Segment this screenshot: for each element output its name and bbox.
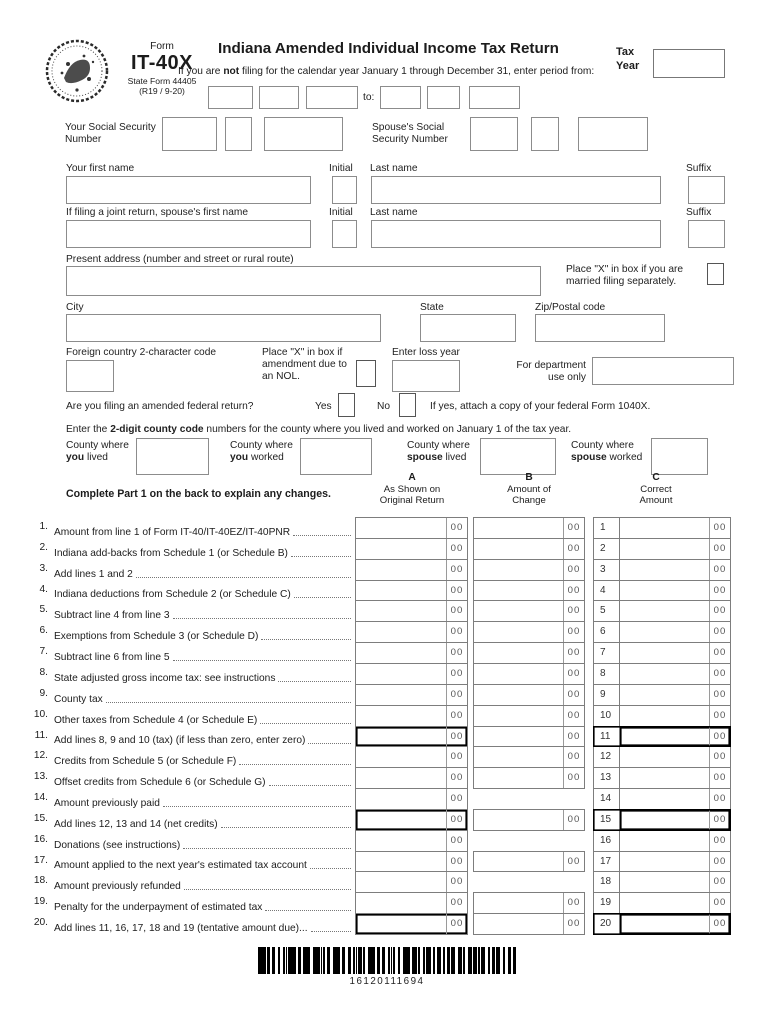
period-from-year-input[interactable]: [306, 86, 358, 109]
cents-value: 00: [563, 893, 584, 913]
your-ssn-label: Your Social Security Number: [65, 122, 156, 146]
line-3-col-b-amount[interactable]: [473, 559, 585, 581]
period-to-month-input[interactable]: [380, 86, 421, 109]
zip-label: Zip/Postal code: [535, 302, 606, 313]
cents-value: 00: [709, 581, 730, 600]
line-label: County tax: [54, 684, 352, 706]
line-label: Penalty for the underpayment of estimated tax: [54, 892, 352, 914]
line-9-col-c-amount[interactable]: [619, 684, 731, 706]
line-label: Credits from Schedule 5 (or Schedule F): [54, 746, 352, 768]
line-13-c-number: 13: [593, 767, 620, 789]
line-1-c-number: 1: [593, 517, 620, 539]
line-11-col-a-amount[interactable]: [355, 726, 468, 747]
line-10-col-a-amount[interactable]: [355, 705, 468, 727]
line-18-col-c-amount[interactable]: [619, 871, 731, 893]
line-5-col-a-amount[interactable]: [355, 600, 468, 622]
line-4-c-number: 4: [593, 580, 620, 601]
line-label: Amount previously paid: [54, 788, 352, 810]
line-7-col-a-amount[interactable]: [355, 642, 468, 664]
nol-note: Place "X" in box if amendment due to an NOL.: [262, 347, 347, 383]
yes-label: Yes: [315, 401, 332, 412]
last-name-input[interactable]: [371, 176, 661, 204]
line-17-col-a-amount[interactable]: [355, 851, 468, 872]
line-13-col-b-amount[interactable]: [473, 767, 585, 789]
line-19-col-a-amount[interactable]: [355, 892, 468, 914]
cents-value: 00: [446, 706, 467, 726]
department-use-input[interactable]: [592, 357, 734, 385]
column-c-header: C Correct Amount: [639, 472, 673, 507]
cents-value: 00: [709, 872, 730, 892]
cents-value: 00: [446, 601, 467, 621]
cents-value: 00: [446, 810, 467, 830]
line-number: 9.: [39, 688, 48, 699]
foreign-country-input[interactable]: [66, 360, 114, 392]
federal-note: If yes, attach a copy of your federal Form 1040X.: [430, 401, 651, 412]
line-number: 7.: [39, 646, 48, 657]
line-label: Indiana add-backs from Schedule 1 (or Schedule B): [54, 538, 352, 560]
cents-value: 00: [709, 685, 730, 705]
first-name-input[interactable]: [66, 176, 311, 204]
line-number: 16.: [33, 834, 48, 845]
line-number: 2.: [39, 542, 48, 553]
cents-value: 00: [709, 727, 730, 746]
line-label: Indiana deductions from Schedule 2 (or Schedule C): [54, 580, 352, 601]
period-instruction: If you are not filing for the calendar year January 1 through December 31, enter period from:: [178, 66, 595, 77]
line-6-col-b-amount[interactable]: [473, 621, 585, 643]
line-label: Subtract line 6 from line 5: [54, 642, 352, 664]
cents-value: 00: [709, 852, 730, 871]
line-number: 1.: [39, 521, 48, 532]
address-label: Present address (number and street or rural route): [66, 254, 294, 265]
line-8-col-a-amount[interactable]: [355, 663, 468, 685]
form-word: Form: [150, 41, 174, 52]
cents-value: 00: [446, 643, 467, 663]
line-10-c-number: 10: [593, 705, 620, 727]
line-12-col-b-amount[interactable]: [473, 746, 585, 768]
line-12-c-number: 12: [593, 746, 620, 768]
zip-input[interactable]: [535, 314, 665, 342]
to-label: to:: [363, 92, 375, 103]
cents-value: 00: [563, 914, 584, 934]
no-label: No: [377, 401, 391, 412]
cents-value: 00: [563, 622, 584, 642]
line-16-col-c-amount[interactable]: [619, 830, 731, 852]
cents-value: 00: [563, 706, 584, 726]
line-9-c-number: 9: [593, 684, 620, 706]
line-number: 12.: [33, 750, 48, 761]
state-label: State: [420, 302, 444, 313]
line-number: 14.: [33, 792, 48, 803]
line-6-c-number: 6: [593, 621, 620, 643]
line-19-col-c-amount[interactable]: [619, 892, 731, 914]
county-lived-label: County where you lived: [66, 440, 129, 464]
line-3-col-a-amount[interactable]: [355, 559, 468, 581]
line-11-c-number: 11: [593, 726, 620, 747]
line-4-col-a-amount[interactable]: [355, 580, 468, 601]
last-name-label: Last name: [370, 163, 418, 174]
line-20-col-a-amount[interactable]: [355, 913, 468, 935]
cents-value: 00: [446, 872, 467, 892]
county-spouse-worked-label: County where spouse worked: [571, 440, 643, 464]
spouse-last-name-input[interactable]: [371, 220, 661, 248]
cents-value: 00: [709, 664, 730, 684]
cents-value: 00: [563, 539, 584, 559]
line-number: 8.: [39, 667, 48, 678]
line-14-col-c-amount[interactable]: [619, 788, 731, 810]
foreign-country-label: Foreign country 2-character code: [66, 347, 217, 358]
county-spouse-lived-input[interactable]: [480, 438, 556, 475]
line-19-c-number: 19: [593, 892, 620, 914]
line-5-col-c-amount[interactable]: [619, 600, 731, 622]
line-7-col-b-amount[interactable]: [473, 642, 585, 664]
cents-value: 00: [709, 810, 730, 830]
line-2-col-c-amount[interactable]: [619, 538, 731, 560]
line-6-col-a-amount[interactable]: [355, 621, 468, 643]
form-revision: (R19 / 9-20): [139, 86, 185, 97]
address-input[interactable]: [66, 266, 541, 296]
line-label: Offset credits from Schedule 6 (or Schedule G): [54, 767, 352, 789]
state-form-number: State Form 44405: [127, 76, 197, 87]
line-16-c-number: 16: [593, 830, 620, 852]
line-11-col-c-amount[interactable]: [619, 726, 731, 747]
line-19-col-b-amount[interactable]: [473, 892, 585, 914]
line-label: Add lines 1 and 2: [54, 559, 352, 581]
your-ssn-part3-input[interactable]: [264, 117, 343, 151]
line-8-col-b-amount[interactable]: [473, 663, 585, 685]
line-18-col-a-amount[interactable]: [355, 871, 468, 893]
line-number: 4.: [39, 584, 48, 595]
federal-yes-checkbox[interactable]: [338, 393, 355, 417]
cents-value: 00: [563, 810, 584, 830]
line-20-c-number: 20: [593, 913, 620, 935]
line-label: Add lines 12, 13 and 14 (net credits): [54, 809, 352, 831]
federal-no-checkbox[interactable]: [399, 393, 416, 417]
line-7-c-number: 7: [593, 642, 620, 664]
county-spouse-lived-label: County where spouse lived: [407, 440, 470, 464]
line-5-c-number: 5: [593, 600, 620, 622]
cents-value: 00: [709, 831, 730, 851]
page-title: Indiana Amended Individual Income Tax Return: [218, 40, 559, 57]
cents-value: 00: [709, 768, 730, 788]
state-input[interactable]: [420, 314, 516, 342]
cents-value: 00: [446, 685, 467, 705]
line-6-col-c-amount[interactable]: [619, 621, 731, 643]
cents-value: 00: [563, 643, 584, 663]
cents-value: 00: [563, 581, 584, 600]
department-use-label: For department use only: [516, 360, 586, 384]
line-20-col-b-amount[interactable]: [473, 913, 585, 935]
your-ssn-part2-input[interactable]: [225, 117, 252, 151]
line-8-c-number: 8: [593, 663, 620, 685]
cents-value: 00: [446, 789, 467, 809]
cents-value: 00: [563, 727, 584, 746]
spouse-ssn-part3-input[interactable]: [578, 117, 648, 151]
column-b-header: B Amount of Change: [507, 472, 551, 507]
line-label: Amount from line 1 of Form IT-40/IT-40EZ/IT-40PNR: [54, 517, 352, 539]
cents-value: 00: [709, 643, 730, 663]
line-16-col-a-amount[interactable]: [355, 830, 468, 852]
line-12-col-c-amount[interactable]: [619, 746, 731, 768]
spouse-ssn-part1-input[interactable]: [470, 117, 518, 151]
line-number: 19.: [33, 896, 48, 907]
cents-value: 00: [446, 518, 467, 538]
line-9-col-b-amount[interactable]: [473, 684, 585, 706]
line-label: Other taxes from Schedule 4 (or Schedule E): [54, 705, 352, 727]
line-10-col-b-amount[interactable]: [473, 705, 585, 727]
suffix-label: Suffix: [686, 207, 712, 218]
cents-value: 00: [446, 664, 467, 684]
line-20-col-c-amount[interactable]: [619, 913, 731, 935]
line-9-col-a-amount[interactable]: [355, 684, 468, 706]
line-number: 17.: [33, 855, 48, 866]
tax-year-input[interactable]: [653, 49, 725, 78]
cents-value: 00: [709, 893, 730, 913]
column-a-header: A As Shown on Original Return: [379, 472, 445, 507]
spouse-ssn-label: Spouse's Social Security Number: [372, 122, 448, 146]
line-number: 3.: [39, 563, 48, 574]
cents-value: 00: [563, 560, 584, 580]
cents-value: 00: [446, 727, 467, 746]
line-10-col-c-amount[interactable]: [619, 705, 731, 727]
line-15-col-a-amount[interactable]: [355, 809, 468, 831]
line-2-col-b-amount[interactable]: [473, 538, 585, 560]
last-name-label: Last name: [370, 207, 418, 218]
period-from-day-input[interactable]: [259, 86, 299, 109]
line-label: Donations (see instructions): [54, 830, 352, 852]
cents-value: 00: [446, 747, 467, 767]
cents-value: 00: [709, 706, 730, 726]
federal-question: Are you filing an amended federal return?: [66, 401, 254, 412]
line-5-col-b-amount[interactable]: [473, 600, 585, 622]
line-label: Amount previously refunded: [54, 871, 352, 893]
line-number: 15.: [33, 813, 48, 824]
cents-value: 00: [709, 539, 730, 559]
county-lived-input[interactable]: [136, 438, 209, 475]
cents-value: 00: [446, 914, 467, 934]
line-3-col-c-amount[interactable]: [619, 559, 731, 581]
cents-value: 00: [446, 560, 467, 580]
cents-value: 00: [446, 768, 467, 788]
line-13-col-c-amount[interactable]: [619, 767, 731, 789]
line-number: 11.: [34, 730, 48, 741]
line-17-col-c-amount[interactable]: [619, 851, 731, 872]
cents-value: 00: [563, 601, 584, 621]
line-15-col-b-amount[interactable]: [473, 809, 585, 831]
initial-label: Initial: [329, 163, 353, 174]
barcode: [258, 947, 516, 974]
spouse-suffix-input[interactable]: [688, 220, 725, 248]
line-number: 13.: [33, 771, 48, 782]
tax-year-label: Tax Year: [616, 46, 640, 72]
cents-value: 00: [446, 852, 467, 871]
line-18-c-number: 18: [593, 871, 620, 893]
line-number: 20.: [33, 917, 48, 928]
county-intro: Enter the 2-digit county code numbers for the county where you lived and worked on January 1 of the tax year.: [66, 424, 572, 435]
loss-year-input[interactable]: [392, 360, 460, 392]
initial-input[interactable]: [332, 176, 357, 204]
first-name-label: Your first name: [66, 163, 135, 174]
joint-first-name-label: If filing a joint return, spouse's first name: [66, 207, 249, 218]
line-number: 5.: [39, 604, 48, 615]
cents-value: 00: [446, 831, 467, 851]
line-15-c-number: 15: [593, 809, 620, 831]
spouse-first-name-input[interactable]: [66, 220, 311, 248]
cents-value: 00: [446, 622, 467, 642]
line-number: 10.: [33, 709, 48, 720]
cents-value: 00: [709, 747, 730, 767]
line-label: Add lines 11, 16, 17, 18 and 19 (tentative amount due)...: [54, 913, 352, 935]
county-spouse-worked-input[interactable]: [651, 438, 708, 475]
county-worked-label: County where you worked: [230, 440, 293, 464]
line-4-col-c-amount[interactable]: [619, 580, 731, 601]
line-number: 6.: [39, 625, 48, 636]
cents-value: 00: [563, 768, 584, 788]
city-input[interactable]: [66, 314, 381, 342]
city-label: City: [66, 302, 84, 313]
line-label: Subtract line 4 from line 3: [54, 600, 352, 622]
cents-value: 00: [446, 893, 467, 913]
spouse-ssn-part2-input[interactable]: [531, 117, 559, 151]
cents-value: 00: [709, 560, 730, 580]
period-to-year-input[interactable]: [469, 86, 520, 109]
line-7-col-c-amount[interactable]: [619, 642, 731, 664]
line-17-c-number: 17: [593, 851, 620, 872]
line-1-col-c-amount[interactable]: [619, 517, 731, 539]
line-15-col-c-amount[interactable]: [619, 809, 731, 831]
line-17-col-b-amount[interactable]: [473, 851, 585, 872]
barcode-number: 16120111694: [349, 976, 425, 987]
cents-value: 00: [563, 664, 584, 684]
your-ssn-part1-input[interactable]: [162, 117, 217, 151]
line-label: Amount applied to the next year's estimated tax account: [54, 851, 352, 872]
period-to-day-input[interactable]: [427, 86, 460, 109]
line-1-col-a-amount[interactable]: [355, 517, 468, 539]
line-14-c-number: 14: [593, 788, 620, 810]
cents-value: 00: [709, 789, 730, 809]
nol-checkbox[interactable]: [356, 360, 376, 387]
form-number: IT-40X: [131, 52, 193, 75]
line-13-col-a-amount[interactable]: [355, 767, 468, 789]
line-label: Add lines 8, 9 and 10 (tax) (if less than zero, enter zero): [54, 726, 352, 747]
cents-value: 00: [563, 747, 584, 767]
suffix-input[interactable]: [688, 176, 725, 204]
line-2-col-a-amount[interactable]: [355, 538, 468, 560]
cents-value: 00: [446, 581, 467, 600]
spouse-initial-input[interactable]: [332, 220, 357, 248]
cents-value: 00: [563, 685, 584, 705]
married-separate-note: Place "X" in box if you are married filing separately.: [566, 264, 684, 288]
cents-value: 00: [709, 518, 730, 538]
line-label: State adjusted gross income tax: see instructions: [54, 663, 352, 685]
cents-value: 00: [446, 539, 467, 559]
cents-value: 00: [563, 518, 584, 538]
line-8-col-c-amount[interactable]: [619, 663, 731, 685]
initial-label: Initial: [329, 207, 353, 218]
cents-value: 00: [709, 622, 730, 642]
line-12-col-a-amount[interactable]: [355, 746, 468, 768]
line-number: 18.: [33, 875, 48, 886]
period-from-month-input[interactable]: [208, 86, 253, 109]
indiana-state-seal-icon: [44, 38, 110, 104]
line-1-col-b-amount[interactable]: [473, 517, 585, 539]
line-4-col-b-amount[interactable]: [473, 580, 585, 601]
suffix-label: Suffix: [686, 163, 712, 174]
loss-year-label: Enter loss year: [392, 347, 460, 358]
cents-value: 00: [709, 914, 730, 934]
cents-value: 00: [709, 601, 730, 621]
line-3-c-number: 3: [593, 559, 620, 581]
table-instruction: Complete Part 1 on the back to explain any changes.: [66, 488, 331, 500]
married-separate-checkbox[interactable]: [707, 263, 724, 285]
county-worked-input[interactable]: [300, 438, 372, 475]
cents-value: 00: [563, 852, 584, 871]
line-11-col-b-amount[interactable]: [473, 726, 585, 747]
line-14-col-a-amount[interactable]: [355, 788, 468, 810]
line-label: Exemptions from Schedule 3 (or Schedule D): [54, 621, 352, 643]
line-2-c-number: 2: [593, 538, 620, 560]
